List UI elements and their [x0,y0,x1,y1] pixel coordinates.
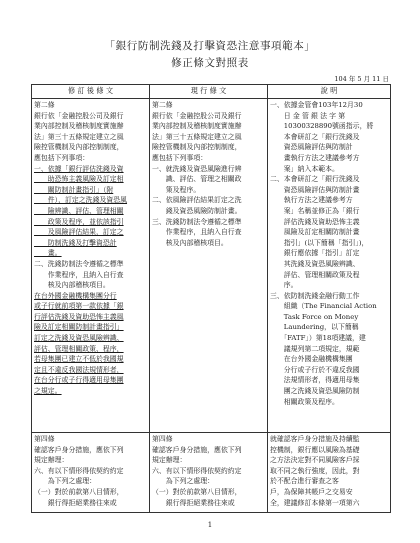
row2-explanation-cell [268,433,391,513]
document-title: 「銀行防制洗錢及打擊資恐注意事項範本」 [104,40,316,52]
text-line: 案」納入本範本。 [270,164,339,173]
text-line: 銀行依「金融控股公司及銀行 [152,111,242,120]
text-line: 其洗錢及資恐風險辨識、 [270,259,360,268]
text-line: 一、就洗錢及資恐風險進行辨 [152,164,242,173]
header-current: 現 行 條 文 [150,85,268,99]
text-line: Task Force on Money [270,312,359,321]
text-line: 定且不違反我國法規情形者， [34,365,124,374]
row1-current-cell [150,99,268,433]
text-line: 識、評估、管理之相關政 [152,175,242,184]
text-line: 二、洗錢防制法令遵循之標準 [34,259,124,268]
text-line: 六、有以下情形得依契約約定 [152,466,242,475]
text-line: 風險及訂定相關防制計畫 [270,228,360,237]
text-line: 作業程序，且納入自行查 [34,270,124,279]
text-line: 業內部控制及稽核制度實施辦 [34,122,124,131]
text-line: 若母集團已建立不低於我國規 [34,355,124,364]
text-line: 為下列之處理： [34,477,97,486]
table-row [32,433,391,513]
text-line: （一）對於前款第八目情形， [34,487,124,496]
text-line: 二、依風險評估結果訂定之洗 [152,196,242,205]
text-line: 序。 [270,281,298,290]
text-line: 相關政策及程序。 [270,397,339,406]
text-line: 指引」(以下簡稱「指引」)， [270,238,369,247]
text-line: 為下列之處理： [152,477,215,486]
text-line: 於不配合進行審查之客 [270,477,339,486]
text-line: 一、依據「銀行評估洗錢及資 [34,164,124,173]
text-line: 資恐風險評估與防制計畫 [270,185,360,194]
text-line: 取不同之執行強度，因此，對 [270,466,360,475]
text-line: 銀行得拒絕業務往來或 [152,498,235,507]
text-line: 在台分行或子行得適用母集團 [34,376,124,385]
text-line: 控機制，銀行應以風險為基礎 [270,445,360,454]
text-line: 險及訂定相關防制計畫指引」 [34,323,124,332]
text-line: 三、依防制洗錢金融行動工作 [270,291,360,300]
text-line: 規定辦理： [152,456,187,465]
header-amended: 修 訂 後 條 文 [32,85,150,99]
text-line: 評估洗錢及資助恐怖主義 [270,217,360,226]
text-line: 應包括下列事項： [152,153,208,162]
text-line: 確認客戶身分措施，應依下列 [152,445,242,454]
text-line: 錢及資恐風險防制計畫。 [152,206,242,215]
text-line: 件），訂定之洗錢及資恐風 [34,196,128,205]
text-line: 銀行依「金融控股公司及銀行 [34,111,124,120]
text-line: 全，建議修訂本條第一項第六 [270,498,360,507]
text-line: 作業程序，且納入自行查 [152,228,242,237]
text-line: 在台外國金融機構集團分行 [34,291,117,300]
document-date: 104 年 5 月 11 日 [334,75,389,83]
text-line: 核及內部稽核項目。 [152,238,228,247]
text-line: 就確認客戶身分措施及持續監 [270,435,360,443]
text-line: 第二條 [152,101,173,109]
page-number: 1 [207,521,213,529]
text-line: 畫。 [34,249,62,258]
text-line: 六、有以下情形得依契約約定 [34,466,124,475]
table-row [32,99,391,433]
text-line: 法規情形者，得適用母集 [270,376,360,385]
text-line: 案」名稱並修正為「銀行 [270,206,360,215]
text-line: 險控管機制及內部控制制度， [34,143,124,152]
text-line: 法」第三十五條規定建立之風 [34,132,124,141]
text-line: 策及程序。 [152,185,201,194]
text-line: 銀行得拒絕業務往來或 [34,498,117,507]
text-line: 之方法決定對不同風險客戶採 [270,456,360,465]
text-line: 三、洗錢防制法令遵循之標準 [152,217,242,226]
text-line: 防制洗錢及打擊資恐計 [34,238,117,247]
text-line: 訂定之洗錢及資恐風險辨識、 [34,334,124,343]
text-line: 法」第三十五條規定建立之風 [152,132,242,141]
text-line: 或子行就前項第一款依據「銀 [34,302,124,311]
row1-amended-cell [32,99,150,433]
text-line: 團之洗錢及資恐風險防制 [270,387,360,396]
text-line: 10300328890號函指示，將 [270,122,374,131]
text-line: 執行方法之建議參考方 [270,196,353,205]
text-line: Laundering，以下簡稱 [270,323,359,332]
text-line: 「FATF」）第18項建議，建 [270,334,366,343]
text-line: 應包括下列事項： [34,153,90,162]
text-line: 第四條 [152,435,173,443]
text-line: 行評估洗錢及資助恐怖主義風 [34,312,124,321]
text-line: 本會研訂之「銀行洗錢及 [270,132,360,141]
header-explanation: 說 明 [268,85,391,99]
text-line: 確認客戶身分措施，應依下列 [34,445,124,454]
text-line: 畫執行方法之建議參考方 [270,153,360,162]
text-line: 銀行應依據「指引」訂定 [270,249,360,258]
comparison-table [31,84,391,513]
text-line: 助恐怖主義風險及訂定相 [34,175,124,184]
text-line: 組織（The Financial Action [270,302,377,311]
text-line: 在台外國金融機構集團 [270,355,353,364]
text-line: 日 金 管 銀 法 字 第 [270,111,346,120]
text-line: 關防制計畫指引」（附 [34,185,114,194]
text-line: 險控管機制及內部控制制度， [152,143,242,152]
table-header-row [32,85,391,99]
text-line: 第四條 [34,435,55,443]
text-line: 分行或子行於不違反我國 [270,365,360,374]
document-subtitle: 修正條文對照表 [171,57,249,69]
row2-current-cell [150,433,268,513]
text-line: 之規定。 [34,387,62,396]
text-line: （一）對於前款第八目情形， [152,487,242,496]
row1-explanation-cell [268,99,391,433]
text-line: 業內部控制及稽核制度實施辦 [152,122,242,131]
text-line: 第二條 [34,101,55,109]
text-line: 規定辦理： [34,456,69,465]
text-line: 政策及程序，並依該指引 [34,217,124,226]
text-line: 評估、管理相關政策及程 [270,270,360,279]
text-line: 議規列第二項規定，規範 [270,344,360,353]
row2-amended-cell [32,433,150,513]
text-line: 評估、管理相關政策、程序， [34,344,124,353]
text-line: 資恐風險評估與防制計 [270,143,353,152]
text-line: 一、依據金管會103年12月30 [270,101,363,109]
text-line: 核及內部稽核項目。 [34,281,110,290]
text-line: 二、本會研訂之「銀行洗錢及 [270,175,360,184]
text-line: 險辨識、評估、管理相關 [34,206,124,215]
text-line: 及風險評估結果，訂定之 [34,228,124,237]
text-line: 戶，為保障其帳戶之交易安 [270,487,353,496]
